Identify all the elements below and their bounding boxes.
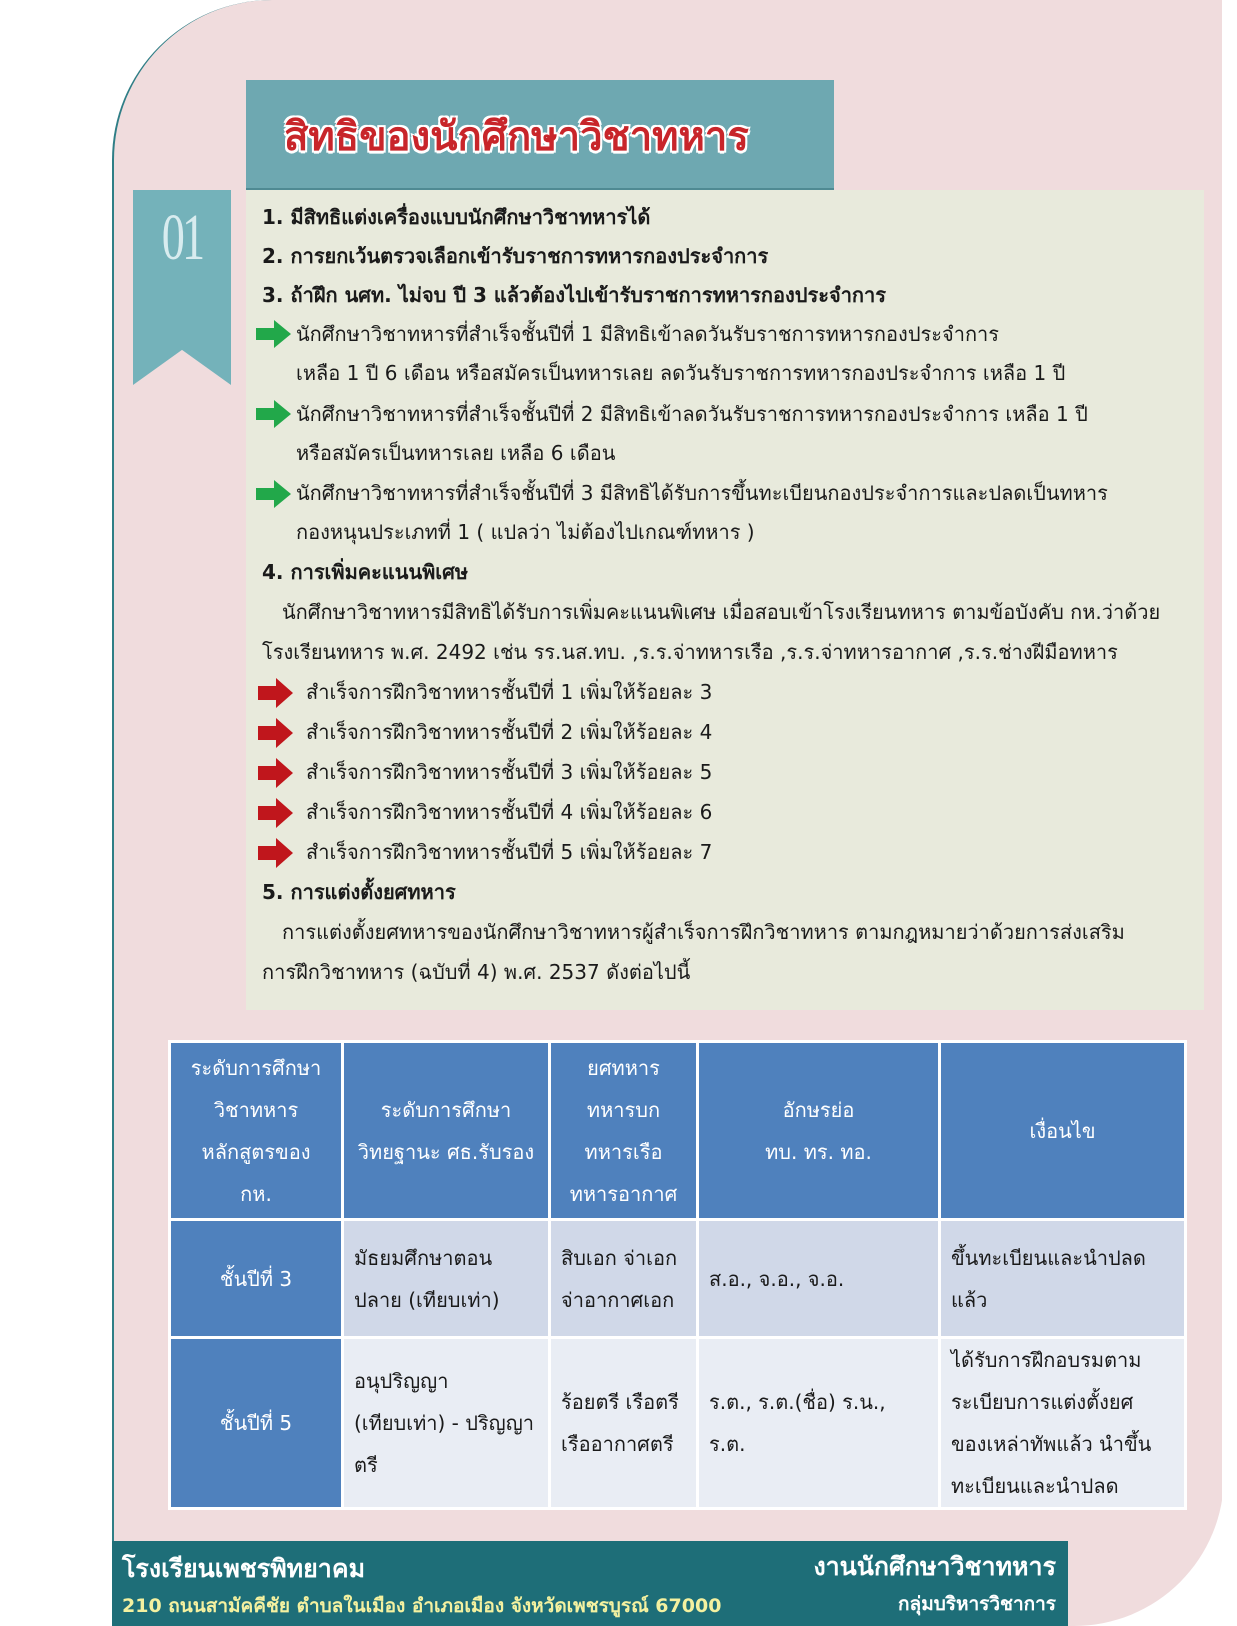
group-name: กลุ่มบริหารวิชาการ [898, 1593, 1056, 1615]
page-edge [1222, 0, 1237, 1626]
header-text: ยศทหาร [587, 1055, 660, 1080]
header-text: ระดับการศึกษา [380, 1097, 512, 1122]
bonus-point-1: สำเร็จการฝึกวิชาทหารชั้นปีที่ 1 เพิ่มให้ร้อยละ 3 [306, 680, 713, 704]
header-text: ทบ. ทร. ทอ. [765, 1139, 872, 1164]
row-education [343, 1220, 550, 1338]
header-text: กห. [240, 1181, 272, 1206]
header-condition [940, 1042, 1186, 1220]
header-text: หลักสูตรของ [201, 1139, 311, 1164]
school-name: โรงเรียนเพชรพิทยาคม [122, 1554, 366, 1583]
row-abbr: ส.อ., จ.อ., จ.อ. [698, 1220, 940, 1338]
bonus-point-2: สำเร็จการฝึกวิชาทหารชั้นปีที่ 2 เพิ่มให้ร้อยละ 4 [306, 720, 713, 744]
item-5: 5. การแต่งตั้งยศทหาร [262, 880, 456, 904]
green-arrow-icon [256, 319, 292, 349]
table-row [170, 1338, 1186, 1509]
header-text: เงื่อนไข [1029, 1118, 1096, 1143]
header-text: ระดับการศึกษา [190, 1055, 322, 1080]
cell-text: ระเบียบการแต่งตั้งยศ [951, 1390, 1134, 1414]
red-arrow-icon [258, 838, 294, 868]
row-condition [940, 1220, 1186, 1338]
header-education-level [343, 1042, 550, 1220]
header-rank [550, 1042, 698, 1220]
cell-text: ขึ้นทะเบียนและนำปลด [951, 1245, 1146, 1270]
green-arrow-icon [256, 399, 292, 429]
bonus-point-3: สำเร็จการฝึกวิชาทหารชั้นปีที่ 3 เพิ่มให้ร้อยละ 5 [306, 760, 713, 784]
header-text: ทหารอากาศ [569, 1181, 678, 1206]
rank-table [168, 1040, 1184, 1506]
section-number: 01 [161, 201, 203, 274]
cell-text: ได้รับการฝึกอบรมตาม [951, 1348, 1142, 1372]
cell-text: อนุปริญญา [354, 1369, 449, 1393]
cell-text: ปลาย (เทียบเท่า) [354, 1287, 500, 1312]
service-point-2-line-2: หรือสมัครเป็นทหารเลย เหลือ 6 เดือน [296, 441, 616, 465]
item-1: 1. มีสิทธิแต่งเครื่องแบบนักศึกษาวิชาทหารได้ [262, 205, 651, 229]
red-arrow-icon [258, 798, 294, 828]
bonus-point-5: สำเร็จการฝึกวิชาทหารชั้นปีที่ 5 เพิ่มให้ร้อยละ 7 [306, 840, 713, 864]
header-text: วิชาทหาร [213, 1097, 299, 1122]
row-level: ชั้นปีที่ 5 [170, 1338, 343, 1509]
header-military-level [170, 1042, 343, 1220]
cell-text: ทะเบียนและนำปลด [951, 1474, 1119, 1498]
service-point-1-line-1: นักศึกษาวิชาทหารที่สำเร็จชั้นปีที่ 1 มีสิทธิเข้าลดวันรับราชการทหารกองประจำการ [296, 322, 1000, 346]
bonus-point-4: สำเร็จการฝึกวิชาทหารชั้นปีที่ 4 เพิ่มให้ร้อยละ 6 [306, 800, 713, 824]
row-level: ชั้นปีที่ 3 [170, 1220, 343, 1338]
page-title: สิทธิของนักศึกษาวิชาทหาร [284, 114, 749, 160]
footer-bar [112, 1541, 1068, 1626]
item-3: 3. ถ้าฝึก นศท. ไม่จบ ปี 3 แล้วต้องไปเข้ารับราชการทหารกองประจำการ [262, 283, 887, 307]
item-2: 2. การยกเว้นตรวจเลือกเข้ารับราชการทหารกองประจำการ [262, 244, 769, 268]
row-education [343, 1338, 550, 1509]
cell-text: แล้ว [951, 1287, 988, 1312]
cell-text: ร้อยตรี เรือตรี [561, 1390, 679, 1414]
item-4-text-1: นักศึกษาวิชาทหารมีสิทธิได้รับการเพิ่มคะแนนพิเศษ เมื่อสอบเข้าโรงเรียนทหาร ตามข้อบังคับ กห.ว่าด้วย [282, 600, 1161, 624]
row-condition [940, 1338, 1186, 1509]
header-abbreviation [698, 1042, 940, 1220]
row-rank [550, 1338, 698, 1509]
cell-text: จ่าอากาศเอก [561, 1287, 675, 1312]
item-5-text-1: การแต่งตั้งยศทหารของนักศึกษาวิชาทหารผู้สำเร็จการฝึกวิชาทหาร ตามกฎหมายว่าด้วยการส่งเสริม [282, 920, 1125, 944]
service-point-1-line-2: เหลือ 1 ปี 6 เดือน หรือสมัครเป็นทหารเลย ลดวันรับราชการทหารกองประจำการ เหลือ 1 ปี [296, 361, 1066, 385]
red-arrow-icon [258, 678, 294, 708]
cell-text: ของเหล่าทัพแล้ว นำขึ้น [951, 1432, 1152, 1456]
item-4: 4. การเพิ่มคะแนนพิเศษ [262, 560, 469, 584]
service-point-3-line-2: กองหนุนประเภทที่ 1 ( แปลว่า ไม่ต้องไปเกณฑ์ทหาร ) [296, 520, 755, 544]
cell-text: มัธยมศึกษาตอน [354, 1245, 493, 1270]
header-text: ทหารบก [586, 1097, 661, 1122]
red-arrow-icon [258, 758, 294, 788]
cell-text: (เทียบเท่า) - ปริญญา [354, 1411, 534, 1435]
table-row [170, 1220, 1186, 1338]
cell-text: ตรี [354, 1453, 378, 1477]
header-text: ทหารเรือ [584, 1139, 663, 1164]
cell-text: สิบเอก จ่าเอก [561, 1245, 678, 1270]
row-rank [550, 1220, 698, 1338]
department-name: งานนักศึกษาวิชาทหาร [813, 1552, 1056, 1581]
cell-text: เรืออากาศตรี [561, 1432, 674, 1456]
red-arrow-icon [258, 718, 294, 748]
header-text: อักษรย่อ [782, 1097, 855, 1122]
school-address: 210 ถนนสามัคคีชัย ตำบลในเมือง อำเภอเมือง จังหวัดเพชรบูรณ์ 67000 [122, 1595, 722, 1617]
item-4-text-2: โรงเรียนทหาร พ.ศ. 2492 เช่น รร.นส.ทบ. ,ร.ร.จ่าทหารเรือ ,ร.ร.จ่าทหารอากาศ ,ร.ร.ช่างฝีมือทหาร [262, 640, 1118, 664]
row-abbr: ร.ต., ร.ต.(ชื่อ) ร.น., ร.ต. [698, 1338, 940, 1509]
green-arrow-icon [256, 479, 292, 509]
service-point-3-line-1: นักศึกษาวิชาทหารที่สำเร็จชั้นปีที่ 3 มีสิทธิได้รับการขึ้นทะเบียนกองประจำการและปลดเป็นทหาร [296, 481, 1108, 505]
service-point-2-line-1: นักศึกษาวิชาทหารที่สำเร็จชั้นปีที่ 2 มีสิทธิเข้าลดวันรับราชการทหารกองประจำการ เหลือ 1 ปี [296, 402, 1088, 426]
header-text: วิทยฐานะ ศธ.รับรอง [357, 1139, 535, 1164]
item-5-text-2: การฝึกวิชาทหาร (ฉบับที่ 4) พ.ศ. 2537 ดังต่อไปนี้ [262, 960, 691, 984]
